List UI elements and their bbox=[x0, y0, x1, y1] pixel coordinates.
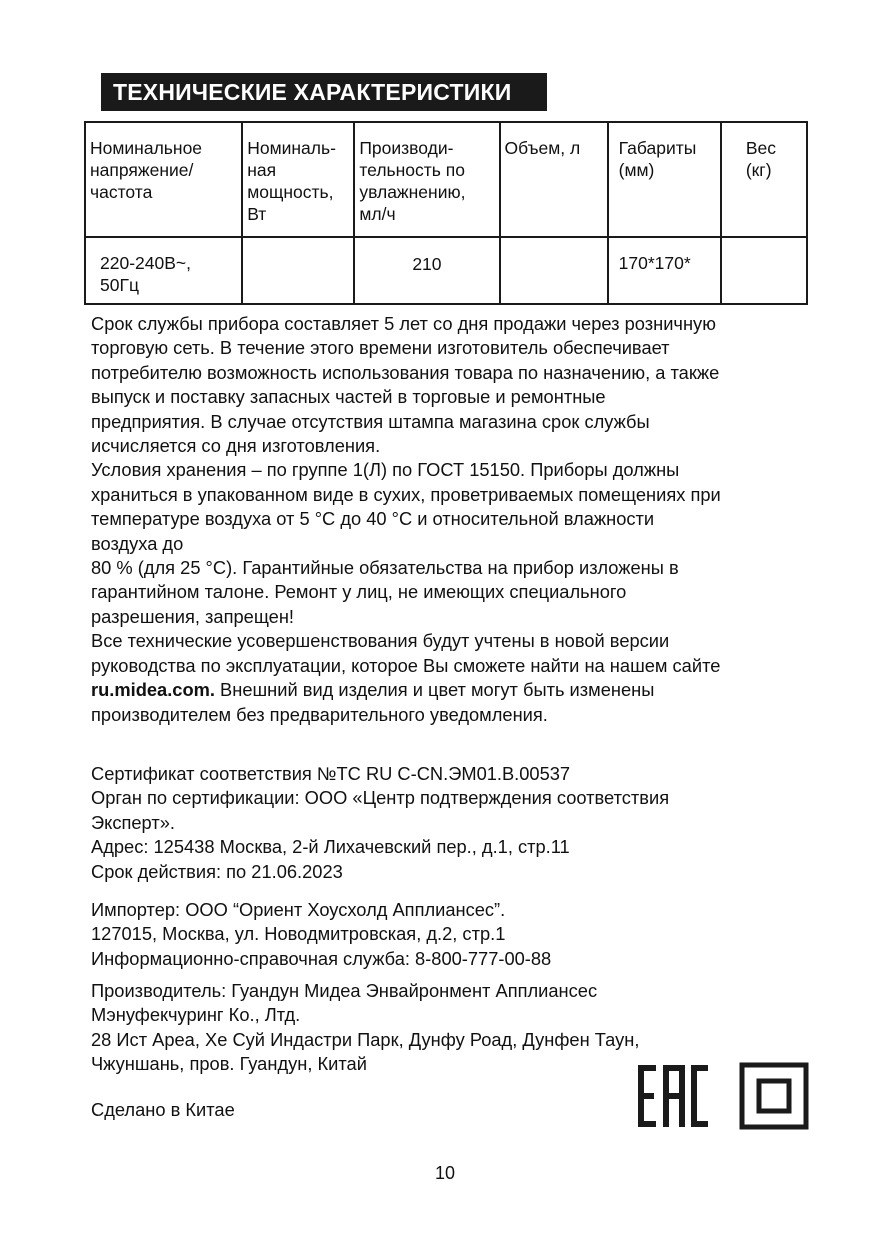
text-line: предприятия. В случае отсутствия штампа магазина срок службы bbox=[91, 410, 650, 432]
page-number: 10 bbox=[434, 1163, 456, 1183]
website-link[interactable]: ru.midea.com. bbox=[91, 679, 215, 701]
value-volume bbox=[500, 237, 608, 304]
text-line: Орган по сертификации: ООО «Центр подтверждения соответствия bbox=[91, 787, 670, 809]
text-line: Информационно-справочная служба: 8-800-777-00-88 bbox=[91, 947, 552, 969]
value-weight bbox=[721, 237, 807, 304]
text-line: исчисляется со дня изготовления. bbox=[91, 435, 381, 457]
text-line: потребителю возможность использования товара по назначению, а также bbox=[91, 361, 720, 383]
text-line: Сертификат соответствия №TC RU C-CN.ЭМ01.В.00537 bbox=[91, 763, 571, 784]
text-line: храниться в упакованном виде в сухих, проветриваемых помещениях при bbox=[91, 483, 721, 505]
table-row bbox=[85, 237, 807, 304]
text-line: 28 Ист Ареа, Хе Суй Индастри Парк, Дунфу Роад, Дунфен Таун, bbox=[91, 1028, 640, 1050]
header-dimensions: Габариты (мм) bbox=[608, 122, 721, 237]
text-line: 80 % (для 25 °С). Гарантийные обязательства на прибор изложены в bbox=[91, 557, 679, 579]
text-line: Все технические усовершенствования будут учтены в новой версии bbox=[91, 630, 670, 652]
importer-block bbox=[91, 898, 821, 971]
section-title: ТЕХНИЧЕСКИЕ ХАРАКТЕРИСТИКИ bbox=[101, 73, 547, 111]
text-line: Условия хранения – по группе 1(Л) по ГОСТ 15150. Приборы должны bbox=[91, 459, 680, 481]
text-line: выпуск и поставку запасных частей в торговые и ремонтные bbox=[91, 386, 606, 408]
text-line: гарантийном талоне. Ремонт у лиц, не имеющих специального bbox=[91, 581, 627, 603]
table-header-row bbox=[85, 122, 807, 237]
header-weight: Вес (кг) bbox=[721, 122, 807, 237]
double-insulation-icon bbox=[739, 1062, 809, 1130]
text-line: торговую сеть. В течение этого времени изготовитель обеспечивает bbox=[91, 337, 670, 359]
value-dimensions: 170*170* bbox=[608, 237, 721, 304]
text-line: Срок службы прибора составляет 5 лет со дня продажи через розничную bbox=[91, 313, 716, 334]
manufacturer-block bbox=[91, 979, 821, 1077]
text-line: Мэнуфекчуринг Ко., Лтд. bbox=[91, 1004, 301, 1026]
text-line: Производитель: Гуандун Мидеа Энвайронмент Апплиансес bbox=[91, 980, 598, 1001]
value-voltage: 220-240В~, 50Гц bbox=[85, 237, 242, 304]
text-line: 127015, Москва, ул. Новодмитровская, д.2, стр.1 bbox=[91, 923, 506, 945]
text-line: Адрес: 125438 Москва, 2-й Лихачевский пер., д.1, стр.11 bbox=[91, 836, 570, 858]
certificate-block bbox=[91, 762, 821, 884]
text-line: Срок действия: по 21.06.2023 bbox=[91, 860, 343, 882]
header-capacity: Производи- тельность по увлажнению, мл/ч bbox=[354, 122, 499, 237]
text-line: разрешения, запрещен! bbox=[91, 605, 295, 627]
info-paragraphs bbox=[91, 312, 821, 727]
text-line: температуре воздуха от 5 °С до 40 °С и относительной влажности bbox=[91, 508, 655, 530]
value-capacity: 210 bbox=[354, 237, 499, 304]
text-line: производителем без предварительного уведомления. bbox=[91, 703, 548, 725]
text-line: ru.midea.com. Внешний вид изделия и цвет могут быть изменены bbox=[91, 679, 655, 701]
eac-mark-icon bbox=[638, 1065, 708, 1127]
text-line: Чжуншань, пров. Гуандун, Китай bbox=[91, 1053, 367, 1075]
text-line: Эксперт». bbox=[91, 811, 175, 833]
text-line: Импортер: ООО “Ориент Хоусхолд Апплиансес”. bbox=[91, 899, 506, 920]
header-volume: Объем, л bbox=[500, 122, 608, 237]
text-line: воздуха до bbox=[91, 532, 184, 554]
value-power bbox=[242, 237, 354, 304]
made-in: Сделано в Китае bbox=[91, 1099, 235, 1120]
header-power: Номиналь- ная мощность, Вт bbox=[242, 122, 354, 237]
header-voltage: Номинальное напряжение/ частота bbox=[85, 122, 242, 237]
spec-table bbox=[84, 121, 808, 305]
text-line: руководства по эксплуатации, которое Вы сможете найти на нашем сайте bbox=[91, 654, 721, 676]
